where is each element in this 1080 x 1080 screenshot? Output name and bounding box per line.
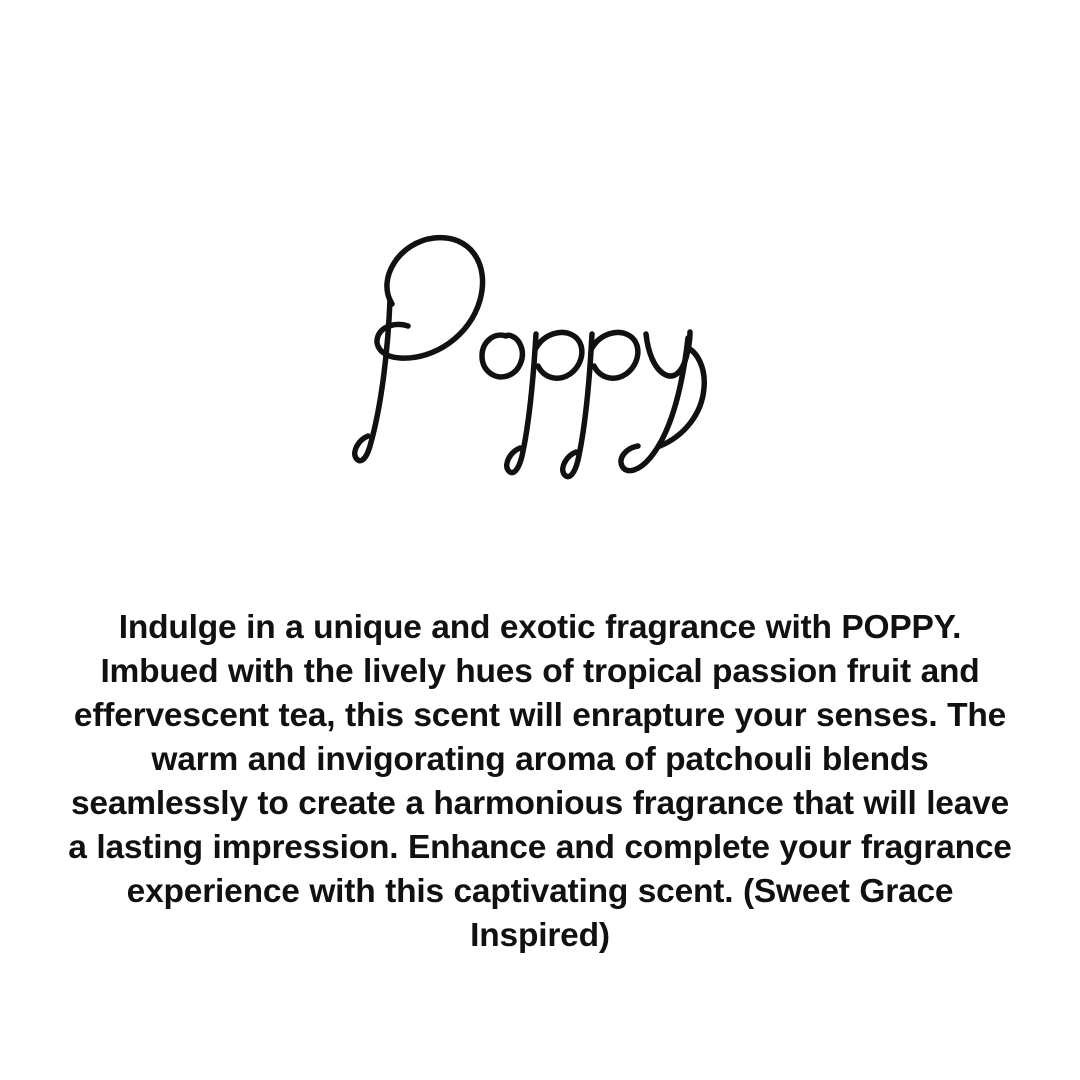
poppy-script-logo-icon (330, 208, 750, 508)
brand-logo (0, 208, 1080, 508)
product-description-text: Indulge in a unique and exotic fragrance with POPPY. Imbued with the lively hues of tropical passion fruit and effervescent tea, this scent will enrapture your senses. The warm and invigorating aroma of patchouli blends seamlessly to create a harmonious fragrance that will leave a lasting impression. Enhance and complete your fragrance experience with this captivating scent. (Sweet Grace Inspired) (68, 608, 1012, 954)
